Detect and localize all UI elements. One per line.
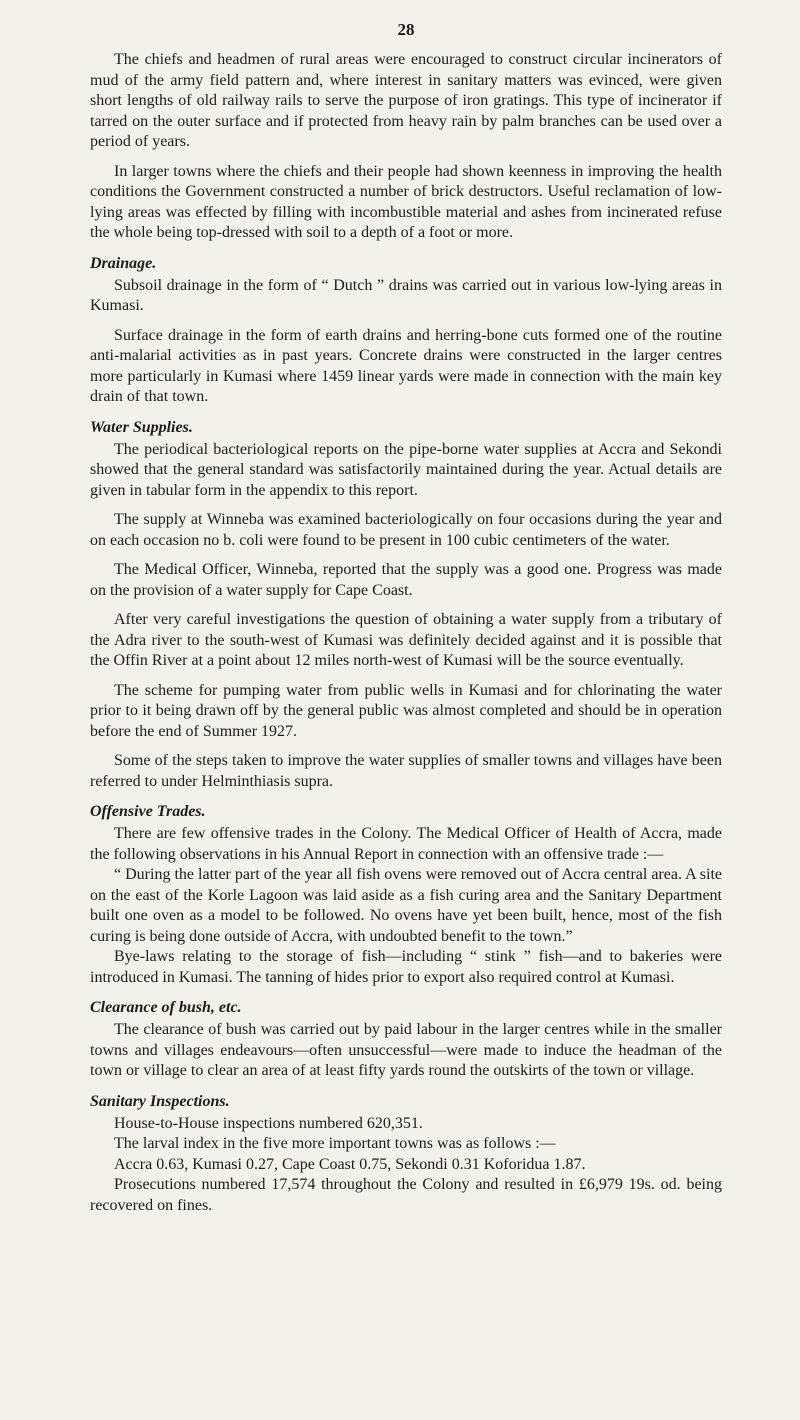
section-heading: Water Supplies. xyxy=(90,418,193,436)
paragraph: Subsoil drainage in the form of “ Dutch ” drains was carried out in various low-lying areas in Kumasi. xyxy=(90,276,722,314)
paragraph: The larval index in the five more important towns was as follows :— xyxy=(114,1135,556,1152)
paragraph: The Medical Officer, Winneba, reported that the supply was a good one. Progress was made on the provision of a water supply for Cape Coast. xyxy=(90,561,722,599)
paragraph: The periodical bacteriological reports on the pipe-borne water supplies at Accra and Sekondi showed that the general standard was satisfactorily maintained during the year. Actual details are given in tabular form in the appendix to this report. xyxy=(90,440,722,499)
paragraph: The clearance of bush was carried out by paid labour in the larger centres while in the smaller towns and villages endeavours—often unsuccessful—were made to induce the headman of the town or village to clear an area of at least fifty yards round the outskirts of the town or village. xyxy=(90,1021,722,1079)
page-body xyxy=(90,50,722,1216)
paragraph: Bye-laws relating to the storage of fish—including “ stink ” fish—and to bakeries were introduced in Kumasi. The tanning of hides prior to export also required control at Kumasi. xyxy=(90,948,722,986)
paragraph: The chiefs and headmen of rural areas were encouraged to construct circular incinerators of mud of the army field pattern and, where interest in sanitary matters was evinced, were given short lengths of old railway rails to serve the purpose of iron gratings. This type of incinerator if tarred on the outer surface and if protected from heavy rain by palm branches can be used over a period of years. xyxy=(90,51,722,150)
paragraph: House-to-House inspections numbered 620,351. xyxy=(114,1114,423,1132)
section-heading: Sanitary Inspections. xyxy=(90,1092,230,1110)
section-heading: Offensive Trades. xyxy=(90,803,206,820)
paragraph: In larger towns where the chiefs and their people had shown keenness in improving the health conditions the Government constructed a number of brick destructors. Useful reclamation of low-lying areas was effected by filling with incombustible material and ashes from incinerated refuse the whole being top-dressed with soil to a depth of a foot or more. xyxy=(90,162,722,241)
page-number: 28 xyxy=(397,20,415,39)
paragraph: Some of the steps taken to improve the water supplies of smaller towns and villages have been referred to under Helminthiasis supra. xyxy=(90,752,722,790)
section-heading: Clearance of bush, etc. xyxy=(90,999,242,1016)
paragraph: The scheme for pumping water from public wells in Kumasi and for chlorinating the water prior to it being drawn off by the general public was almost completed and should be in operation before the end of Summer 1927. xyxy=(90,681,722,740)
quoted-paragraph: “ During the latter part of the year all fish ovens were removed out of Accra central area. A site on the east of the Korle Lagoon was laid aside as a fish curing area and the Sanitary Department built one oven as a model to be followed. No ovens have yet been built, hence, most of the fish curing is being done outside of Accra, with undoubted benefit to the town.” xyxy=(90,866,722,945)
paragraph: Accra 0.63, Kumasi 0.27, Cape Coast 0.75, Sekondi 0.31 Koforidua 1.87. xyxy=(114,1155,586,1173)
paragraph: Surface drainage in the form of earth drains and herring-bone cuts formed one of the routine anti-malarial activities as in past years. Concrete drains were constructed in the larger centres more particularly in Kumasi where 1459 linear yards were made in connection with the main key drain of that town. xyxy=(90,326,722,405)
section-heading: Drainage. xyxy=(90,254,157,272)
paragraph: The supply at Winneba was examined bacteriologically on four occasions during the year and on each occasion no b. coli were found to be present in 100 cubic centimeters of the water. xyxy=(90,511,722,549)
paragraph: After very careful investigations the question of obtaining a water supply from a tributary of the Adra river to the south-west of Kumasi was definitely decided against and it is possible that the Offin River at a point about 12 miles north-west of Kumasi will be the source eventually. xyxy=(90,611,722,669)
paragraph: There are few offensive trades in the Colony. The Medical Officer of Health of Accra, made the following observations in his Annual Report in connection with an offensive trade :— xyxy=(90,825,722,863)
paragraph: Prosecutions numbered 17,574 throughout the Colony and resulted in £6,979 19s. od. being recovered on fines. xyxy=(90,1176,722,1214)
